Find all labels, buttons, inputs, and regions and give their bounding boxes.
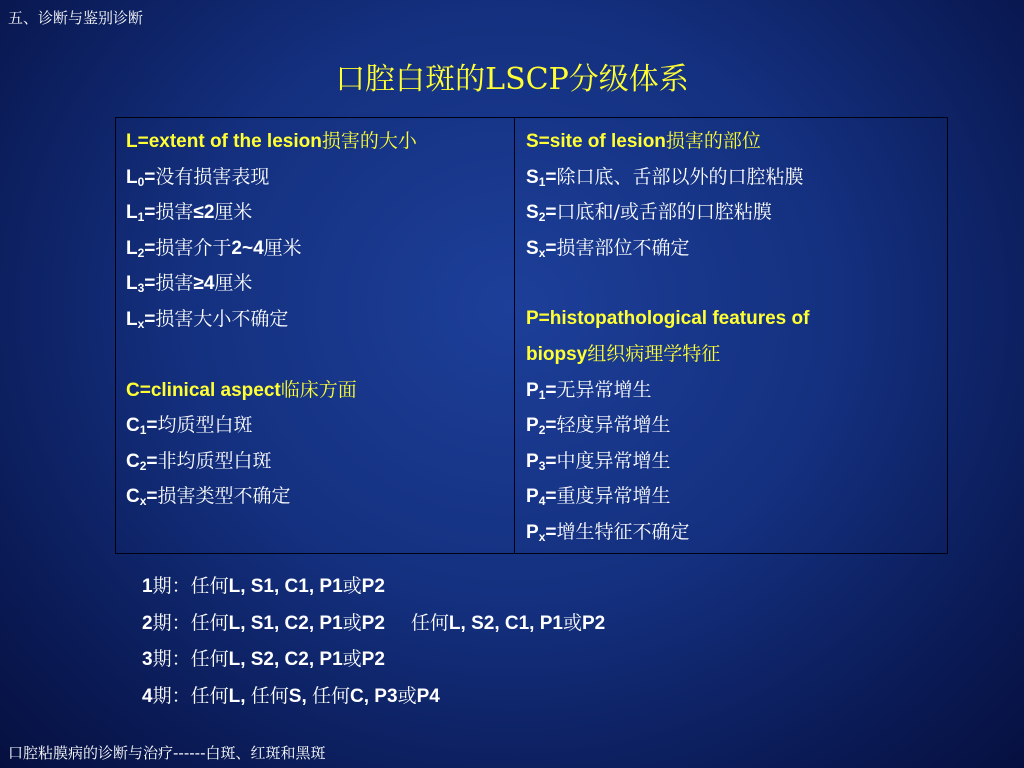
stage-label: 期：任何 [152,575,229,597]
stage-criteria: C, P3 [350,685,398,707]
row-subscript: 3 [137,281,145,295]
row-key: C [126,450,140,472]
footer-text: 口腔粘膜病的诊断与治疗------白斑、红斑和黑斑 [8,744,326,762]
row-value: 2~4 [231,237,264,259]
row-subscript: 2 [139,458,147,473]
row-key: S [526,202,539,223]
category-heading [126,377,514,413]
row-description: 损害部位不确定 [556,236,690,259]
stage-line [142,682,605,719]
row-key: L [126,166,138,188]
row-subscript: 3 [538,458,546,473]
row-description: 损害大小不确定 [155,307,289,330]
row-subscript: x [538,245,546,260]
row-description: 均质型白斑 [157,414,253,436]
section-label: 五、诊断与鉴别诊断 [8,9,144,27]
table-row [126,306,514,342]
lscp-grading-table [115,117,948,554]
row-key: P [526,415,539,436]
row-key: L [126,237,138,259]
stage-number: 4 [142,685,153,707]
row-description: 组织病理学特征 [587,343,721,365]
category-heading [526,128,947,164]
row-key: biopsy [526,344,588,365]
stage-line [142,645,605,682]
table-row [526,199,947,235]
row-equals: = [146,486,158,507]
stage-line [142,609,605,646]
row-key: P [526,450,539,472]
row-subscript: x [137,316,145,331]
row-description: 增生特征不确定 [556,520,690,543]
row-key: L=extent of the lesion [126,131,322,152]
row-key: P [526,521,539,543]
row-key: S [526,237,539,259]
row-description: 无异常增生 [556,378,652,401]
row-subscript: 2 [538,423,546,437]
stage-criteria: L, S2, C1, P1 [448,612,563,634]
row-key: C=clinical aspect [126,379,281,401]
stage-connector: 或 [342,611,362,634]
stage-connector: 或 [342,648,362,670]
row-description: 中度异常增生 [556,449,671,472]
category-heading [526,306,947,342]
table-column-right [515,118,947,553]
row-description: 临床方面 [280,378,357,401]
stage-criteria: S, [288,685,313,707]
table-row [526,235,947,271]
stage-connector: 任何 [312,684,351,707]
row-equals: = [545,202,557,223]
stage-label: 期：任何 [152,684,229,707]
table-row [526,412,947,448]
row-subscript: x [538,529,546,544]
table-column-left [116,118,515,553]
row-key: L [126,308,138,330]
table-row [126,164,514,200]
row-equals: = [144,202,156,223]
row-equals: = [146,450,158,472]
row-subscript: 1 [538,387,546,402]
row-subscript: 2 [137,245,145,260]
row-description: 损害类型不确定 [157,485,291,507]
table-row [526,377,947,413]
table-row [126,412,514,448]
table-spacer [126,341,514,377]
stage-connector: 任何 [410,611,449,634]
table-row [526,483,947,519]
row-key: P [526,379,539,401]
stage-line [142,572,605,609]
category-heading [126,128,514,164]
row-subscript: 4 [538,494,546,508]
row-key: P=histopathological features of [526,307,810,329]
stage-label: 期：任何 [152,648,229,670]
row-subscript: 1 [538,174,546,189]
stage-number: 2 [142,612,153,634]
row-key: C [126,415,140,436]
stage-criteria: P2 [361,649,385,670]
stage-number: 3 [142,649,153,670]
row-value: ≥4 [193,273,215,294]
row-equals: = [545,521,557,543]
row-subscript: 2 [538,210,546,224]
row-description: 除口底、舌部以外的口腔粘膜 [556,165,804,188]
row-key: S [526,166,539,188]
row-subscript: 1 [139,423,147,437]
row-key: L [126,273,138,294]
table-spacer [526,270,947,306]
slide-title: 口腔白斑的LSCP分级体系 [335,62,689,97]
stage-criteria: L, S2, C2, P1 [228,649,343,670]
row-key: S=site of lesion [526,131,666,152]
row-equals: = [545,415,557,436]
row-description: 口底和/或舌部的口腔粘膜 [556,201,772,223]
stage-criteria: L, S1, C2, P1 [228,612,343,634]
row-equals: = [545,450,557,472]
stage-label: 期：任何 [152,611,229,634]
table-row [126,448,514,484]
row-description: 重度异常增生 [556,485,671,507]
table-row [126,199,514,235]
stage-criteria: P4 [416,685,440,707]
staging-list [142,572,605,718]
row-description: 损害 [155,272,194,294]
row-description: 非均质型白斑 [157,449,272,472]
row-key: C [126,486,140,507]
stage-connector: 或 [342,575,362,597]
stage-connector: 任何 [250,684,289,707]
row-unit: 厘米 [263,236,302,259]
row-equals: = [545,486,557,507]
row-description: 轻度异常增生 [556,414,671,436]
row-equals: = [545,237,557,259]
stage-criteria: P2 [361,576,385,597]
row-subscript: x [139,494,147,508]
table-row [126,235,514,271]
stage-number: 1 [142,576,153,597]
row-equals: = [144,273,156,294]
row-unit: 厘米 [214,201,253,223]
category-heading [526,341,947,377]
row-key: P [526,486,539,507]
row-equals: = [146,415,158,436]
row-value: ≤2 [193,202,215,223]
table-row [526,519,947,555]
row-subscript: 1 [137,210,145,224]
row-description: 损害的部位 [665,130,761,152]
table-row [526,164,947,200]
table-row [126,483,514,519]
row-description: 损害的大小 [321,130,417,152]
row-equals: = [545,379,557,401]
stage-connector: 或 [397,684,417,707]
table-row [526,448,947,484]
row-equals: = [144,237,156,259]
stage-connector: 或 [562,611,582,634]
row-equals: = [144,166,156,188]
row-subscript: 0 [137,174,145,189]
row-unit: 厘米 [214,272,253,294]
row-key: L [126,202,138,223]
row-equals: = [144,308,156,330]
row-equals: = [545,166,557,188]
row-description: 没有损害表现 [155,165,270,188]
row-description: 损害 [155,201,194,223]
table-row [126,270,514,306]
stage-criteria: L, [228,685,251,707]
stage-criteria: P2 [581,612,606,634]
stage-criteria: P2 [361,612,385,634]
stage-criteria: L, S1, C1, P1 [228,576,343,597]
row-description: 损害介于 [155,236,232,259]
